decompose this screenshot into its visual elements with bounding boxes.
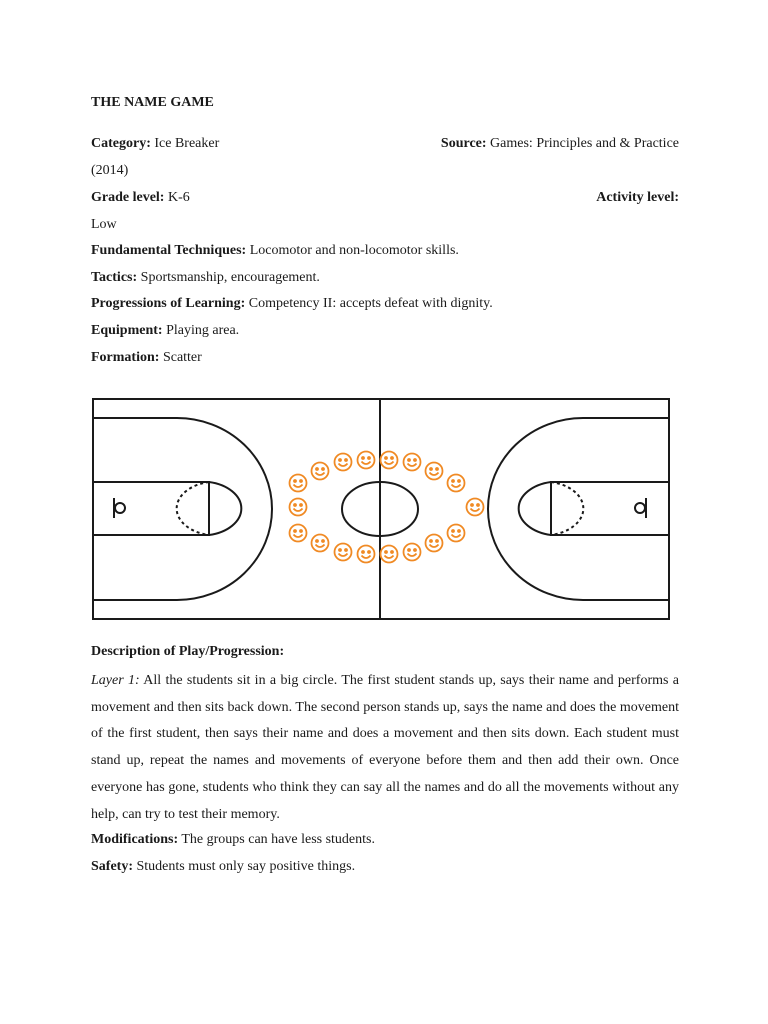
- basketball-court-diagram: [92, 398, 670, 620]
- formation-value: Scatter: [162, 350, 202, 365]
- free-throw-circle-right: [519, 482, 551, 535]
- smiley-face-icon: [312, 535, 329, 552]
- category-field: [91, 135, 219, 153]
- equipment-label: Equipment:: [91, 323, 163, 338]
- hoop-left: [115, 503, 125, 513]
- source-value: Games: Principles and & Practice: [490, 136, 679, 151]
- description-heading: Description of Play/Progression:: [91, 644, 285, 659]
- three-point-arc-right: [488, 418, 669, 600]
- source-label: Source:: [440, 136, 487, 151]
- key-left: [93, 482, 209, 535]
- safety-label: Safety:: [91, 859, 133, 874]
- smiley-face-icon: [404, 454, 421, 471]
- smiley-face-icon: [467, 499, 484, 516]
- student-circle: [290, 452, 484, 563]
- smiley-face-icon: [358, 546, 375, 563]
- progressions-label: Progressions of Learning:: [91, 296, 246, 311]
- description-text: All the students sit in a big circle. The first student stands up, says their name and performs a movement and then sits back down. The second person stands up, says the name and does the movement of the first student, then says their name and does a movement and then sits down. Each student must stand up, repeat the names and movements of everyone before them and then add their own. Once everyone has gone, students who think they can say all the names and do all the movements without any help, can try to test their memory.: [91, 673, 679, 822]
- smiley-face-icon: [290, 475, 307, 492]
- smiley-face-icon: [448, 525, 465, 542]
- safety-field: [91, 858, 679, 876]
- smiley-face-icon: [448, 475, 465, 492]
- free-throw-circle-left: [209, 482, 241, 535]
- smiley-face-icon: [381, 546, 398, 563]
- grade-level-value: K-6: [167, 190, 190, 205]
- smiley-face-icon: [358, 452, 375, 469]
- grade-level-field: [91, 189, 190, 207]
- smiley-face-icon: [404, 544, 421, 561]
- smiley-face-icon: [426, 535, 443, 552]
- equipment-field: [91, 322, 679, 340]
- fundamental-field: [91, 242, 679, 260]
- activity-level-label: Activity level:: [596, 190, 679, 205]
- fundamental-value: Locomotor and non-locomotor skills.: [249, 243, 459, 258]
- smiley-face-icon: [290, 525, 307, 542]
- modifications-value: The groups can have less students.: [181, 832, 375, 847]
- modifications-label: Modifications:: [91, 832, 179, 847]
- category-source-row: [91, 135, 679, 153]
- smiley-face-icon: [312, 463, 329, 480]
- smiley-face-icon: [290, 499, 307, 516]
- activity-level-value: Low: [91, 217, 117, 232]
- layer-label: Layer 1:: [91, 673, 140, 688]
- grade-activity-row: [91, 189, 679, 207]
- fundamental-label: Fundamental Techniques:: [91, 243, 247, 258]
- page-title: THE NAME GAME: [91, 95, 214, 110]
- progressions-field: [91, 295, 679, 313]
- smiley-face-icon: [381, 452, 398, 469]
- modifications-field: [91, 831, 679, 849]
- formation-field: [91, 349, 679, 367]
- free-throw-circle-left-dashed: [177, 482, 209, 535]
- free-throw-circle-right-dashed: [551, 482, 583, 535]
- tactics-field: [91, 269, 679, 287]
- safety-value: Students must only say positive things.: [136, 859, 356, 874]
- three-point-arc-left: [93, 418, 272, 600]
- source-continuation: (2014): [91, 163, 129, 178]
- tactics-value: Sportsmanship, encouragement.: [140, 270, 320, 285]
- category-value: Ice Breaker: [154, 136, 220, 151]
- smiley-face-icon: [335, 454, 352, 471]
- hoop-right: [635, 503, 645, 513]
- equipment-value: Playing area.: [166, 323, 240, 338]
- progressions-value: Competency II: accepts defeat with dignity.: [248, 296, 493, 311]
- description-paragraph: [91, 668, 679, 828]
- category-label: Category:: [91, 136, 151, 151]
- smiley-face-icon: [335, 544, 352, 561]
- grade-level-label: Grade level:: [91, 190, 165, 205]
- formation-label: Formation:: [91, 350, 160, 365]
- source-field: [441, 135, 679, 153]
- tactics-label: Tactics:: [91, 270, 138, 285]
- smiley-face-icon: [426, 463, 443, 480]
- key-right: [551, 482, 669, 535]
